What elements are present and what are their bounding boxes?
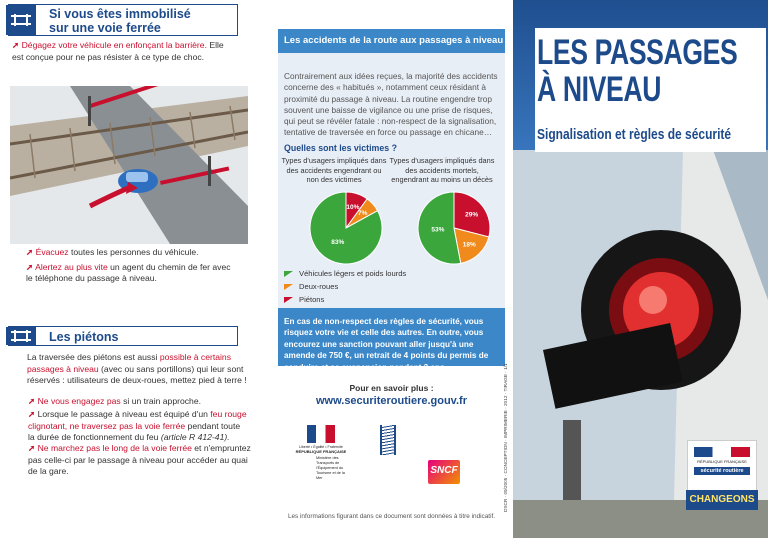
victims-question: Quelles sont les victimes ? <box>284 143 397 153</box>
legend-item-pedestrians: Piétons <box>284 295 324 304</box>
left-panel <box>0 0 268 538</box>
ministry-emblem <box>368 425 408 487</box>
sncf-logo: SNCF <box>428 460 460 484</box>
accidents-body: Contrairement aux idées reçues, la majorité des accidents concerne des « habitués », notamment ceux résidant à proximité du passage à niveau. La routine engendre trop souvent une baisse de vigilance ou une prise de risques, qui peut se révéler fatale : non-respect de la signalisation, tentative de traversée en force ou passage en chicane… <box>284 71 498 138</box>
cover-title-block <box>535 28 766 152</box>
middle-panel <box>268 0 513 538</box>
pie1-caption: Types d'usagers impliqués dans des accidents engendrant ou non des victimes <box>281 156 387 185</box>
pietons-title: Les piétons <box>49 330 119 344</box>
evacuez-paragraph: ➚ Évacuez toutes les personnes du véhicule. <box>26 247 199 257</box>
emblem-icon <box>380 425 396 455</box>
level-crossing-icon <box>6 5 36 35</box>
cover-subtitle: Signalisation et règles de sécurité <box>537 126 732 143</box>
footnote: Les informations figurant dans ce document sont données à titre indicatif. <box>287 513 496 520</box>
legend-item-vehicles: Véhicules légers et poids lourds <box>284 269 406 278</box>
republique-francaise-logo: Liberté • Égalité • Fraternité RÉPUBLIQUE FRANÇAISE Ministère des Transports de l'Équipement du Tourisme et de la Mer <box>290 425 352 497</box>
cover-title: LES PASSAGES À NIVEAU <box>537 33 738 109</box>
pie-chart-fatal-accidents <box>414 188 494 268</box>
immobilise-title: Si vous êtes immobilisé sur une voie ferrée <box>49 7 191 35</box>
ne-vous-engagez-paragraph: ➚ Ne vous engagez pas si un train approche. <box>28 396 201 406</box>
crossing-illustration <box>10 86 248 244</box>
alertez-line2: le téléphone du passage à niveau. <box>26 273 157 283</box>
changeons-badge: CHANGEONS <box>686 490 758 510</box>
securite-routiere-logo: RÉPUBLIQUE FRANÇAISE sécurité routière <box>687 440 757 508</box>
more-info-label: Pour en savoir plus : <box>349 383 434 393</box>
feu-rouge-paragraph: ➚ Lorsque le passage à niveau est équipé d'un feu rouge clignotant, ne traversez pas la voie ferrée pendant toute la durée de fonctionnement du feu (article R 412-41). <box>28 409 247 442</box>
alertez-paragraph: ➚ Alertez au plus vite un agent du chemin de fer avec <box>26 262 231 272</box>
pietons-header <box>8 326 238 346</box>
orange-marker-icon <box>284 284 293 290</box>
pietons-paragraph: La traversée des piétons est aussi possible à certains passages à niveau (avec ou sans portillons) qui leur sont réservés : utilisateurs de deux-roues, mettez pied à terre ! <box>27 352 247 385</box>
legend-item-two-wheels: Deux-roues <box>284 282 338 291</box>
pie-label-pedestrians: 29% <box>465 211 479 219</box>
pie-label-two-wheels: 7% <box>358 210 368 218</box>
green-marker-icon <box>284 271 293 277</box>
pie-chart-all-accidents <box>306 188 386 268</box>
pie-label-two-wheels: 18% <box>462 241 476 249</box>
pie-label-vehicles: 83% <box>331 238 345 246</box>
pie-label-pedestrians: 10% <box>346 203 360 211</box>
tricolor-flag-icon <box>307 425 335 443</box>
ne-marchez-paragraph: ➚ Ne marchez pas le long de la voie ferrée et n'empruntez pas celle-ci par le passage à niveau pour accéder au quai de la gare. <box>28 443 251 476</box>
immobilise-header <box>8 4 238 36</box>
accidents-box <box>278 53 505 308</box>
vertical-credit: DSCR · 09/2005 · CONCEPTION · IMPRIMERIE · 2012 · TIRAGE · 1/1 <box>503 363 508 512</box>
website-link[interactable]: www.securiteroutiere.gouv.fr <box>316 395 467 407</box>
degagez-paragraph: ➚ Dégagez votre véhicule en enfonçant la barrière. Elle est conçue pour ne pas résister à ce type de choc. <box>12 40 224 62</box>
pie-label-vehicles: 53% <box>431 226 445 234</box>
level-crossing-icon-2 <box>6 327 36 345</box>
accidents-title: Les accidents de la route aux passages à niveau <box>278 29 505 53</box>
tricolor-flag-icon-2 <box>694 447 750 457</box>
red-marker-icon <box>284 297 293 303</box>
cover-panel <box>513 0 768 538</box>
pie2-caption: Types d'usagers impliqués dans des accidents mortels, engendrant au moins un décès <box>389 156 495 185</box>
penalty-box: En cas de non-respect des règles de sécurité, vous risquez votre vie et celle des autres. En outre, vous encourez une sanction pouvant aller jusqu'à une amende de 750 €, un retrait de 4 points du permis de conduire et sa suspension pendant 3 ans. <box>278 308 505 366</box>
